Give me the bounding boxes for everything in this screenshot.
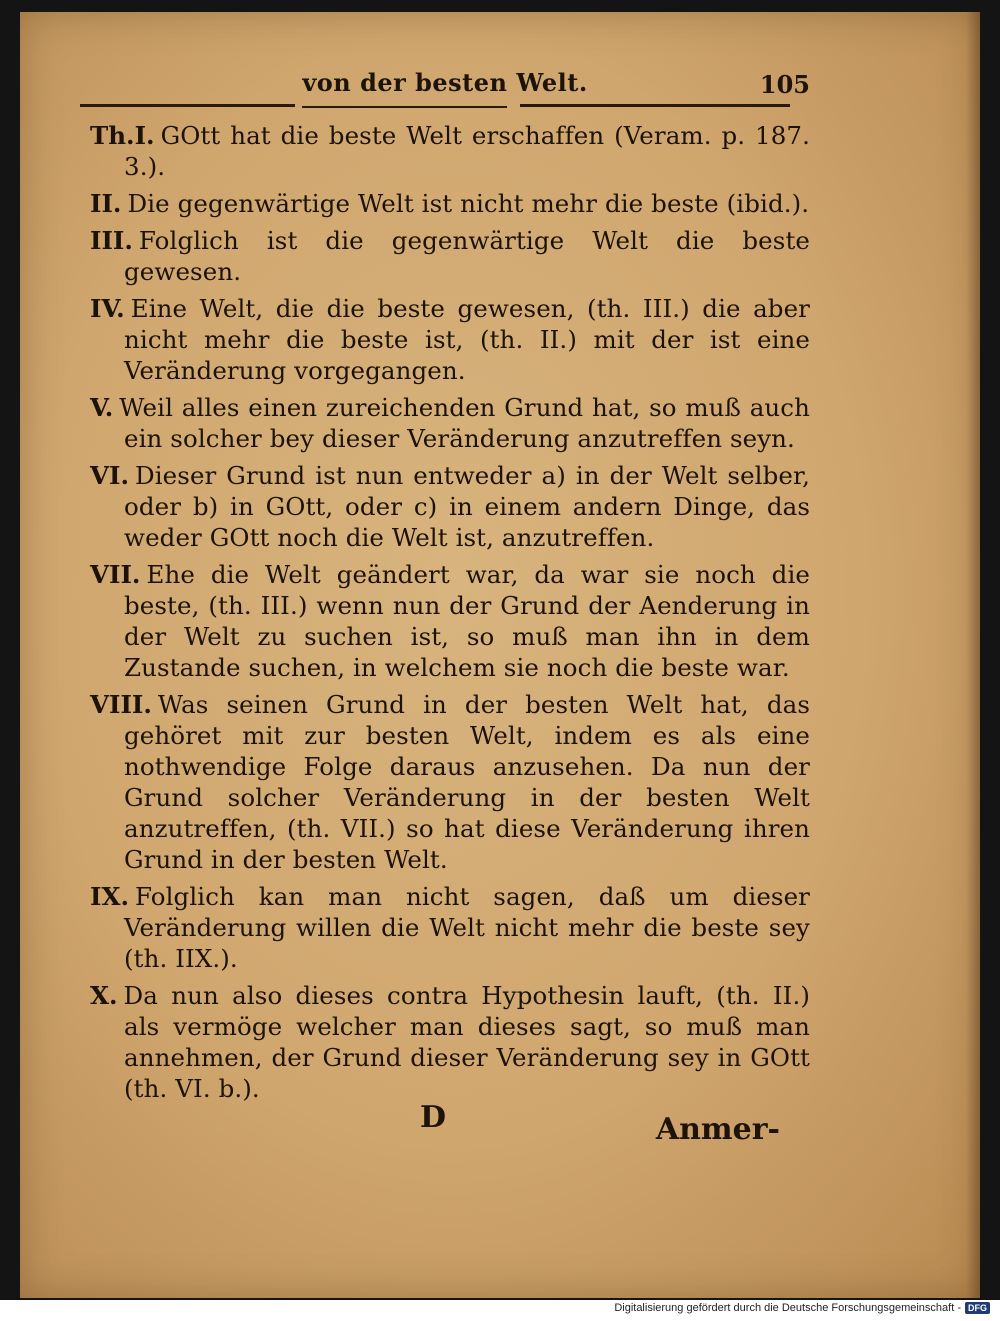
theorem-5 <box>90 392 810 454</box>
theorem-list <box>90 120 810 1110</box>
theorem-number: II. <box>90 189 122 218</box>
theorem-number: IV. <box>90 294 125 323</box>
theorem-text: Eine Welt, die die beste gewesen, (th. III.) die aber nicht mehr die beste ist, (th. II.) mit der ist eine Veränderung vorgegangen. <box>124 294 810 385</box>
page-number: 105 <box>759 70 810 99</box>
theorem-10 <box>90 980 810 1104</box>
theorem-1 <box>90 120 810 182</box>
theorem-6 <box>90 460 810 553</box>
theorem-text: Folglich kan man nicht sagen, daß um dieser Veränderung willen die Welt nicht mehr die beste sey (th. IIX.). <box>124 882 810 973</box>
dfg-logo-icon[interactable]: DFG <box>965 1302 990 1314</box>
theorem-text: Ehe die Welt geändert war, da war sie noch die beste, (th. III.) wenn nun der Grund der Aenderung in der Welt zu suchen ist, so muß man ihn in dem Zustande suchen, in welchem sie noch die beste war. <box>124 560 810 682</box>
header-rule-right <box>520 104 790 107</box>
theorem-9 <box>90 881 810 974</box>
header-rule-middle <box>302 106 507 108</box>
theorem-number: Th.I. <box>90 121 155 150</box>
theorem-number: VIII. <box>90 690 152 719</box>
digitization-credit <box>614 1302 990 1314</box>
theorem-number: V. <box>90 393 114 422</box>
theorem-number: VI. <box>90 461 129 490</box>
theorem-8 <box>90 689 810 875</box>
theorem-3 <box>90 225 810 287</box>
theorem-number: III. <box>90 226 133 255</box>
page-edge-shadow <box>966 12 980 1298</box>
header-rule-left <box>80 104 295 107</box>
credit-text: Digitalisierung gefördert durch die Deutsche Forschungsgemeinschaft - <box>614 1302 961 1314</box>
running-title: von der besten Welt. <box>302 68 588 97</box>
theorem-2 <box>90 188 810 219</box>
theorem-number: X. <box>90 981 118 1010</box>
page-header <box>80 62 810 112</box>
theorem-text: Folglich ist die gegenwärtige Welt die beste gewesen. <box>124 226 810 286</box>
theorem-text: Die gegenwärtige Welt ist nicht mehr die beste (ibid.). <box>127 189 810 218</box>
theorem-text: Da nun also dieses contra Hypothesin lauft, (th. II.) als vermöge welcher man dieses sagt, so muß man annehmen, der Grund dieser Veränderung sey in GOtt (th. VI. b.). <box>123 981 810 1103</box>
theorem-text: GOtt hat die beste Welt erschaffen (Veram. p. 187. 3.). <box>124 121 810 181</box>
theorem-number: VII. <box>90 560 141 589</box>
theorem-text: Weil alles einen zureichenden Grund hat, so muß auch ein solcher bey dieser Veränderung anzutreffen seyn. <box>119 393 810 453</box>
signature-mark: D <box>420 1100 447 1135</box>
theorem-7 <box>90 559 810 683</box>
theorem-4 <box>90 293 810 386</box>
page-footer <box>80 1100 780 1150</box>
catchword: Anmer- <box>655 1112 780 1147</box>
theorem-text: Dieser Grund ist nun entweder a) in der Welt selber, oder b) in GOtt, oder c) in einem andern Dinge, das weder GOtt noch die Welt ist, anzutreffen. <box>124 461 810 552</box>
theorem-number: IX. <box>90 882 129 911</box>
theorem-text: Was seinen Grund in der besten Welt hat, das gehöret mit zur besten Welt, indem es als eine nothwendige Folge daraus anzusehen. Da nun der Grund solcher Veränderung in der besten Welt anzutreffen, (th. VII.) so hat diese Veränderung ihren Grund in der besten Welt. <box>124 690 810 874</box>
